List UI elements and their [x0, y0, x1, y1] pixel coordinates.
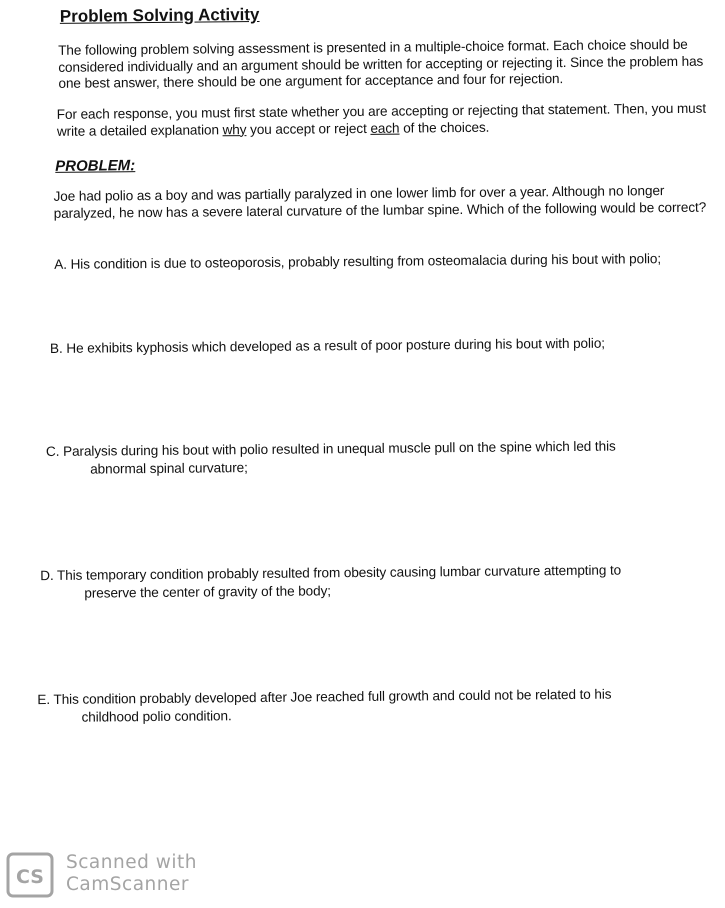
choice-c-text: C. Paralysis during his bout with polio resulted in unequal muscle pull on the spine which led this: [45, 438, 616, 460]
choice-a: [54, 250, 720, 274]
intro-paragraph-2-text: For each response, you must first state whether you are accepting or rejecting that statement. Then, you must write a detailed explanation: [56, 100, 707, 139]
choice-e: [37, 685, 717, 728]
choice-a-text: A. His condition is due to osteoporosis, probably resulting from osteomalacia during his bout with polio;: [54, 251, 662, 272]
choice-b: [50, 334, 716, 358]
choice-d-continuation: preserve the center of gravity of the body;: [84, 583, 332, 601]
choice-e-continuation: childhood polio condition.: [81, 708, 232, 725]
choice-c: [46, 437, 712, 479]
choice-b-text: B. He exhibits kyphosis which developed as a result of poor posture during his bout with polio;: [49, 335, 606, 356]
choice-c-continuation: abnormal spinal curvature;: [90, 460, 248, 477]
watermark-line-1: Scanned with: [66, 852, 197, 873]
intro-paragraph-1: The following problem solving assessment is presented in a multiple-choice format. Each choice should be considered individually and an argument should be written for accepting or rejecting it. Since the problem has one best answer, there should be one argument for acceptance and four for rejection.: [58, 36, 704, 91]
watermark-text: [66, 852, 197, 896]
logo-lettering: CS: [16, 866, 44, 888]
intro-paragraph-2-text: you accept or reject: [246, 120, 371, 137]
watermark-line-2: CamScanner: [66, 874, 189, 895]
emphasis-each: each: [370, 120, 400, 136]
problem-question: Joe had polio as a boy and was partially paralyzed in one lower limb for over a year. Although no longer paralyzed, he now has a severe lateral curvature of the lumbar spine. Which of the following would be correct?: [53, 183, 707, 221]
choice-e-text: E. This condition probably developed after Joe reached full growth and could not be related to his: [37, 686, 612, 708]
page-title: Problem Solving Activity: [59, 4, 260, 26]
intro-paragraph-2: [57, 101, 722, 140]
choice-d-text: D. This temporary condition probably resulted from obesity causing lumbar curvature attempting to: [40, 562, 622, 584]
problem-heading: PROBLEM:: [55, 157, 136, 175]
intro-paragraph-2-text: of the choices.: [399, 119, 490, 136]
emphasis-why: why: [222, 121, 247, 137]
camscanner-watermark: [6, 852, 246, 900]
choice-d: [40, 561, 720, 604]
camscanner-logo-icon: [6, 852, 54, 898]
